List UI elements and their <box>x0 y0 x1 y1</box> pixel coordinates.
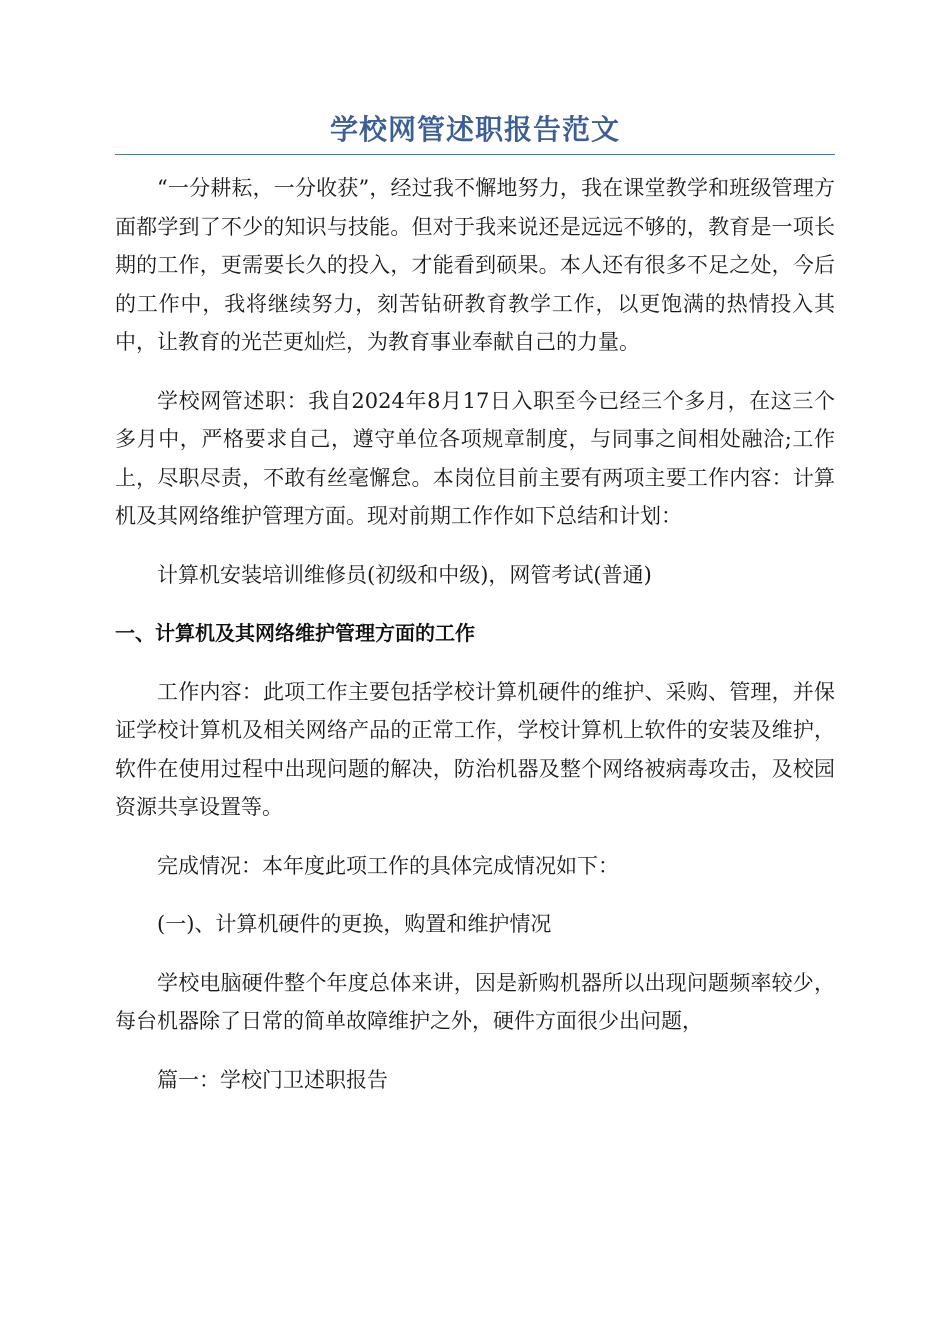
document-title: 学校网管述职报告范文 <box>329 113 620 146</box>
section-heading: 一、计算机及其网络维护管理方面的工作 <box>115 621 475 645</box>
paragraph-hardware: 学校电脑硬件整个年度总体来讲，因是新购机器所以出现问题频率较少，每台机器除了日常的简单故障维护之外，硬件方面很少出问题， <box>115 970 835 1033</box>
paragraph-completion: 完成情况：本年度此项工作的具体完成情况如下： <box>157 853 619 878</box>
paragraph-intro: “一分耕耘，一分收获”，经过我不懈地努力，我在课堂教学和班级管理方面都学到了不少的知识与技能。但对于我来说还是远远不够的，教育是一项长期的工作，更需要长久的投入，才能看到硕果。本人还有很多不足之处，今后的工作中，我将继续努力，刻苦钻研教育教学工作，以更饱满的热情投入其中，让教育的光芒更灿烂，为教育事业奉献自己的力量。 <box>115 176 835 354</box>
title-underline <box>115 154 835 155</box>
paragraph-work-content: 工作内容：此项工作主要包括学校计算机硬件的维护、采购、管理，并保证学校计算机及相关网络产品的正常工作，学校计算机上软件的安装及维护，软件在使用过程中出现问题的解决，防治机器及整个网络被病毒攻击，及校园资源共享设置等。 <box>115 679 835 819</box>
paragraph-training: 计算机安装培训维修员(初级和中级)，网管考试(普通) <box>157 562 652 587</box>
document-page <box>115 110 835 1119</box>
paragraph-next-article: 篇一：学校门卫述职报告 <box>157 1067 388 1092</box>
paragraph-report: 学校网管述职：我自2024年8月17日入职至今已经三个多月，在这三个多月中，严格要求自己，遵守单位各项规章制度，与同事之间相处融洽;工作上，尽职尽责，不敢有丝毫懈怠。本岗位目前主要有两项主要工作内容：计算机及其网络维护管理方面。现对前期工作作如下总结和计划： <box>115 388 835 528</box>
paragraph-subheading-hardware: (一)、计算机硬件的更换，购置和维护情况 <box>157 912 552 936</box>
